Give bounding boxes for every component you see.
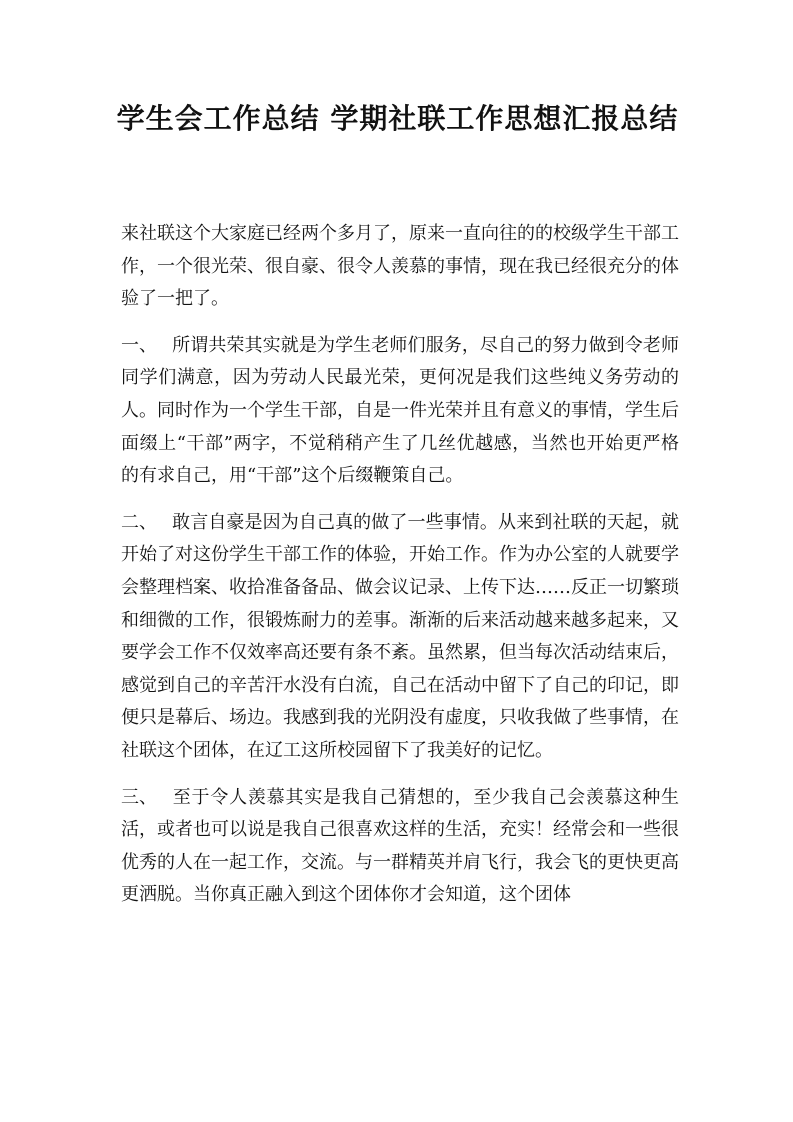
section-marker: 三、: [121, 786, 157, 808]
paragraph-text: 来社联这个大家庭已经两个多月了，原来一直向往的的校级学生干部工作，一个很光荣、很自豪、很令人羡慕的事情，现在我已经很充分的体验了一把了。: [121, 223, 679, 310]
paragraph-section-2: [121, 507, 679, 768]
section-marker: 二、: [121, 511, 157, 533]
document-body: [121, 218, 679, 926]
paragraph-section-3: [121, 782, 679, 912]
paragraph-text: 所谓共荣其实就是为学生老师们服务，尽自己的努力做到令老师同学们满意，因为劳动人民最光荣，更何况是我们这些纯义务劳动的人。同时作为一个学生干部，自是一件光荣并且有意义的事情，学生后面缀上“干部”两字，不觉稍稍产生了几丝优越感，当然也开始更严格的有求自己，用“干部”这个后缀鞭策自己。: [121, 334, 679, 487]
paragraph-text: 至于令人羡慕其实是我自己猜想的，至少我自己会羡慕这种生活，或者也可以说是我自己很喜欢这样的生活，充实！经常会和一些很优秀的人在一起工作，交流。与一群精英并肩飞行，我会飞的更快更高更洒脱。当你真正融入到这个团体你才会知道，这个团体: [121, 786, 679, 906]
paragraph-section-1: [121, 330, 679, 493]
paragraph-intro: [121, 218, 679, 316]
section-marker: 一、: [121, 334, 157, 356]
paragraph-text: 敢言自豪是因为自己真的做了一些事情。从来到社联的天起，就开始了对这份学生干部工作的体验，开始工作。作为办公室的人就要学会整理档案、收拾准备备品、做会议记录、上传下达……反正一切繁琐和细微的工作，很锻炼耐力的差事。渐渐的后来活动越来越多起来，又要学会工作不仅效率高还要有条不紊。虽然累，但当每次活动结束后，感觉到自己的辛苦汗水没有白流，自己在活动中留下了自己的印记，即便只是幕后、场边。我感到我的光阴没有虚度，只收我做了些事情，在社联这个团体，在辽工这所校园留下了我美好的记忆。: [121, 511, 679, 761]
document-title: 学生会工作总结 学期社联工作思想汇报总结: [116, 102, 679, 135]
